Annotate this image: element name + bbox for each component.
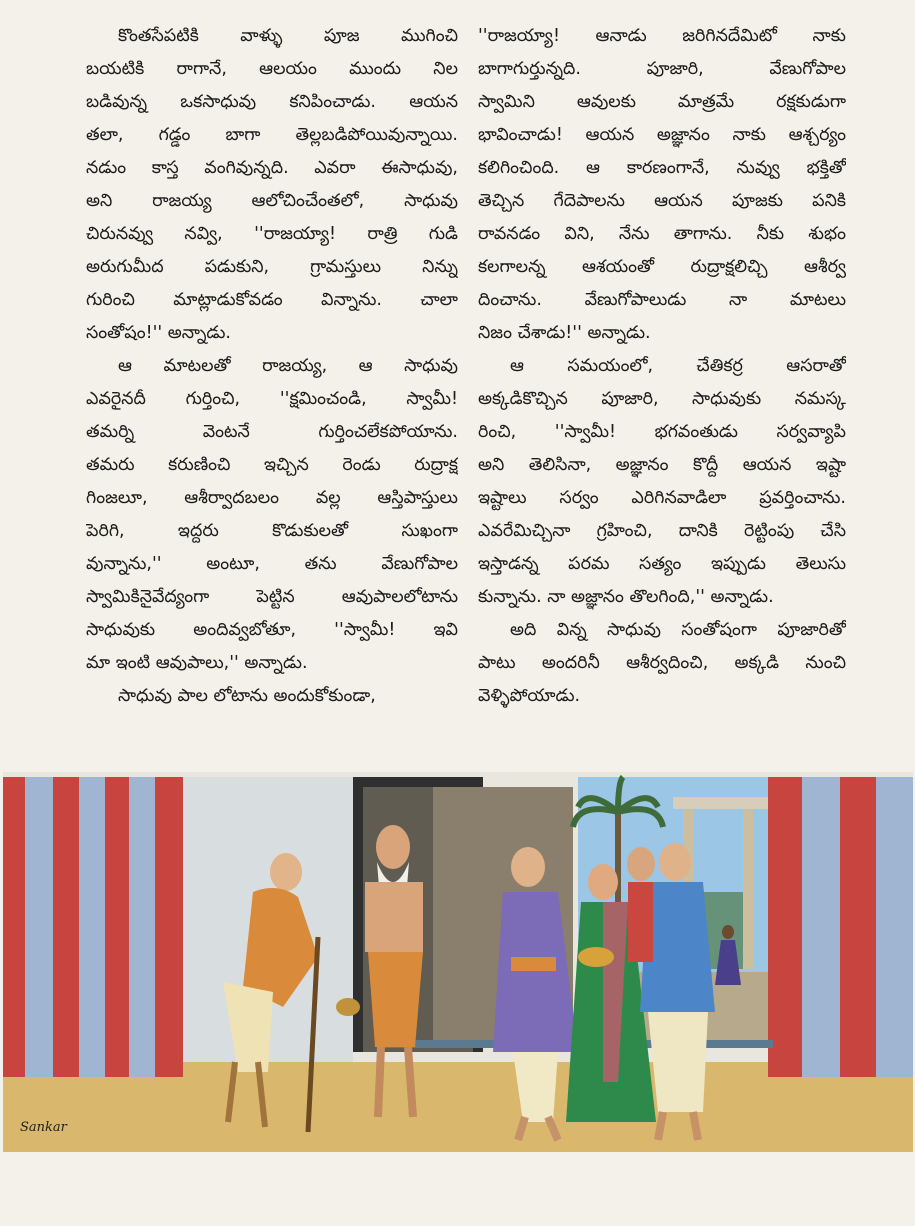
text-line: సాధువుకు అందివ్వబోతూ, ''స్వామీ! ఇవి — [86, 620, 458, 640]
temple-scene-drawing — [3, 772, 913, 1152]
right-curtain — [768, 777, 913, 1077]
text-line: అరుగుమీద పడుకుని, గ్రామస్తులు నిన్ను — [86, 257, 458, 277]
text-line: ''రాజయ్యా! ఆనాడు జరిగినదేమిటో నాకు — [478, 26, 846, 46]
text-line: వెళ్ళిపోయాడు. — [478, 686, 581, 706]
text-line: గింజలూ, ఆశీర్వాదబలం వల్ల ఆస్తిపాస్తులు — [86, 488, 458, 508]
text-line: బాగాగుర్తున్నది. పూజారి, వేణుగోపాల — [478, 59, 846, 79]
text-line: తలా, గడ్డం బాగా తెల్లబడిపోయివున్నాయి. — [86, 125, 458, 145]
text-line: అది విన్న సాధువు సంతోషంగా పూజారితో — [510, 620, 846, 640]
text-line: అని రాజయ్య ఆలోచించేంతలో, సాధువు — [86, 191, 458, 211]
text-line: బడివున్న ఒకసాధువు కనిపించాడు. ఆయన — [86, 92, 458, 112]
text-line: కలగాలన్న ఆశయంతో రుద్రాక్షలిచ్చి ఆశీర్వ — [478, 257, 846, 277]
text-line: తమరు కరుణించి ఇచ్చిన రెండు రుద్రాక్ష — [86, 455, 458, 475]
text-line: తెచ్చిన గేదెపాలను ఆయన పూజకు పనికి — [478, 191, 846, 211]
text-line: తమర్ని వెంటనే గుర్తించలేకపోయాను. — [86, 422, 458, 442]
text-line: చిరునవ్వు నవ్వి, ''రాజయ్యా! రాత్రి గుడి — [86, 224, 458, 244]
text-line: రావనడం విని, నేను తాగాను. నీకు శుభం — [478, 224, 846, 244]
text-line: మా ఇంటి ఆవుపాలు,'' అన్నాడు. — [86, 653, 308, 673]
text-line: వున్నాను,'' అంటూ, తను వేణుగోపాల — [86, 554, 458, 574]
text-line: గురించి మాట్లాడుకోవడం విన్నాను. చాలా — [86, 290, 458, 310]
text-line: సంతోషం!'' అన్నాడు. — [86, 323, 231, 343]
text-line: రించి, ''స్వామీ! భగవంతుడు సర్వవ్యాపి — [478, 422, 846, 442]
text-line: కలిగించింది. ఆ కారణంగానే, నువ్వు భక్తితో — [478, 158, 846, 178]
text-line: దించాను. వేణుగోపాలుడు నా మాటలు — [478, 290, 846, 310]
text-line: అక్కడికొచ్చిన పూజారి, సాధువుకు నమస్క — [478, 389, 846, 409]
text-line: కొంతసేపటికి వాళ్ళు పూజ ముగించి — [118, 26, 458, 46]
text-line: ఎవరైనదీ గుర్తించి, ''క్షమించండి, స్వామీ! — [86, 389, 458, 409]
second-son-figure — [627, 847, 655, 962]
text-line: నడుం కాస్త వంగివున్నది. ఎవరా ఈసాధువు, — [86, 158, 458, 178]
text-line: ఆ సమయంలో, చేతికర్ర ఆసరాతో — [510, 356, 846, 376]
left-curtain — [3, 777, 183, 1077]
text-line: సాధువు పాల లోటాను అందుకోకుండా, — [118, 686, 376, 706]
text-line: అని తెలిసినా, అజ్ఞానం కొద్దీ ఆయన ఇష్టా — [478, 455, 846, 475]
text-line: ఇష్టాలు సర్వం ఎరిగినవాడిలా ప్రవర్తించాను. — [478, 488, 846, 508]
text-line: నిజం చేశాడు!'' అన్నాడు. — [478, 323, 651, 343]
story-column-right — [478, 20, 846, 713]
text-line: పాటు అందరినీ ఆశీర్వదించి, అక్కడి నుంచి — [478, 653, 846, 673]
text-line: స్వామిని ఆవులకు మాత్రమే రక్షకుడుగా — [478, 92, 846, 112]
story-column-left — [86, 20, 458, 713]
text-line: ఇస్తాడన్న పరమ సత్యం ఇప్పుడు తెలుసు — [478, 554, 846, 574]
text-line: స్వామికినైవేద్యంగా పెట్టిన ఆవుపాలలోటాను — [86, 587, 458, 607]
text-line: ఆ మాటలతో రాజయ్య, ఆ సాధువు — [118, 356, 458, 376]
text-line: భావించాడు! ఆయన అజ్ఞానం నాకు ఆశ్చర్యం — [478, 125, 846, 145]
text-line: కున్నాను. నా అజ్ఞానం తొలగింది,'' అన్నాడు. — [478, 587, 774, 607]
story-illustration — [3, 772, 913, 1152]
artist-signature: Sankar — [20, 1120, 67, 1135]
text-line: పెరిగి, ఇద్దరు కొడుకులతో సుఖంగా — [86, 521, 458, 541]
text-line: ఎవరేమిచ్చినా గ్రహించి, దానికి రెట్టింపు చేసి — [478, 521, 846, 541]
text-line: బయటికి రాగానే, ఆలయం ముందు నిల — [86, 59, 458, 79]
